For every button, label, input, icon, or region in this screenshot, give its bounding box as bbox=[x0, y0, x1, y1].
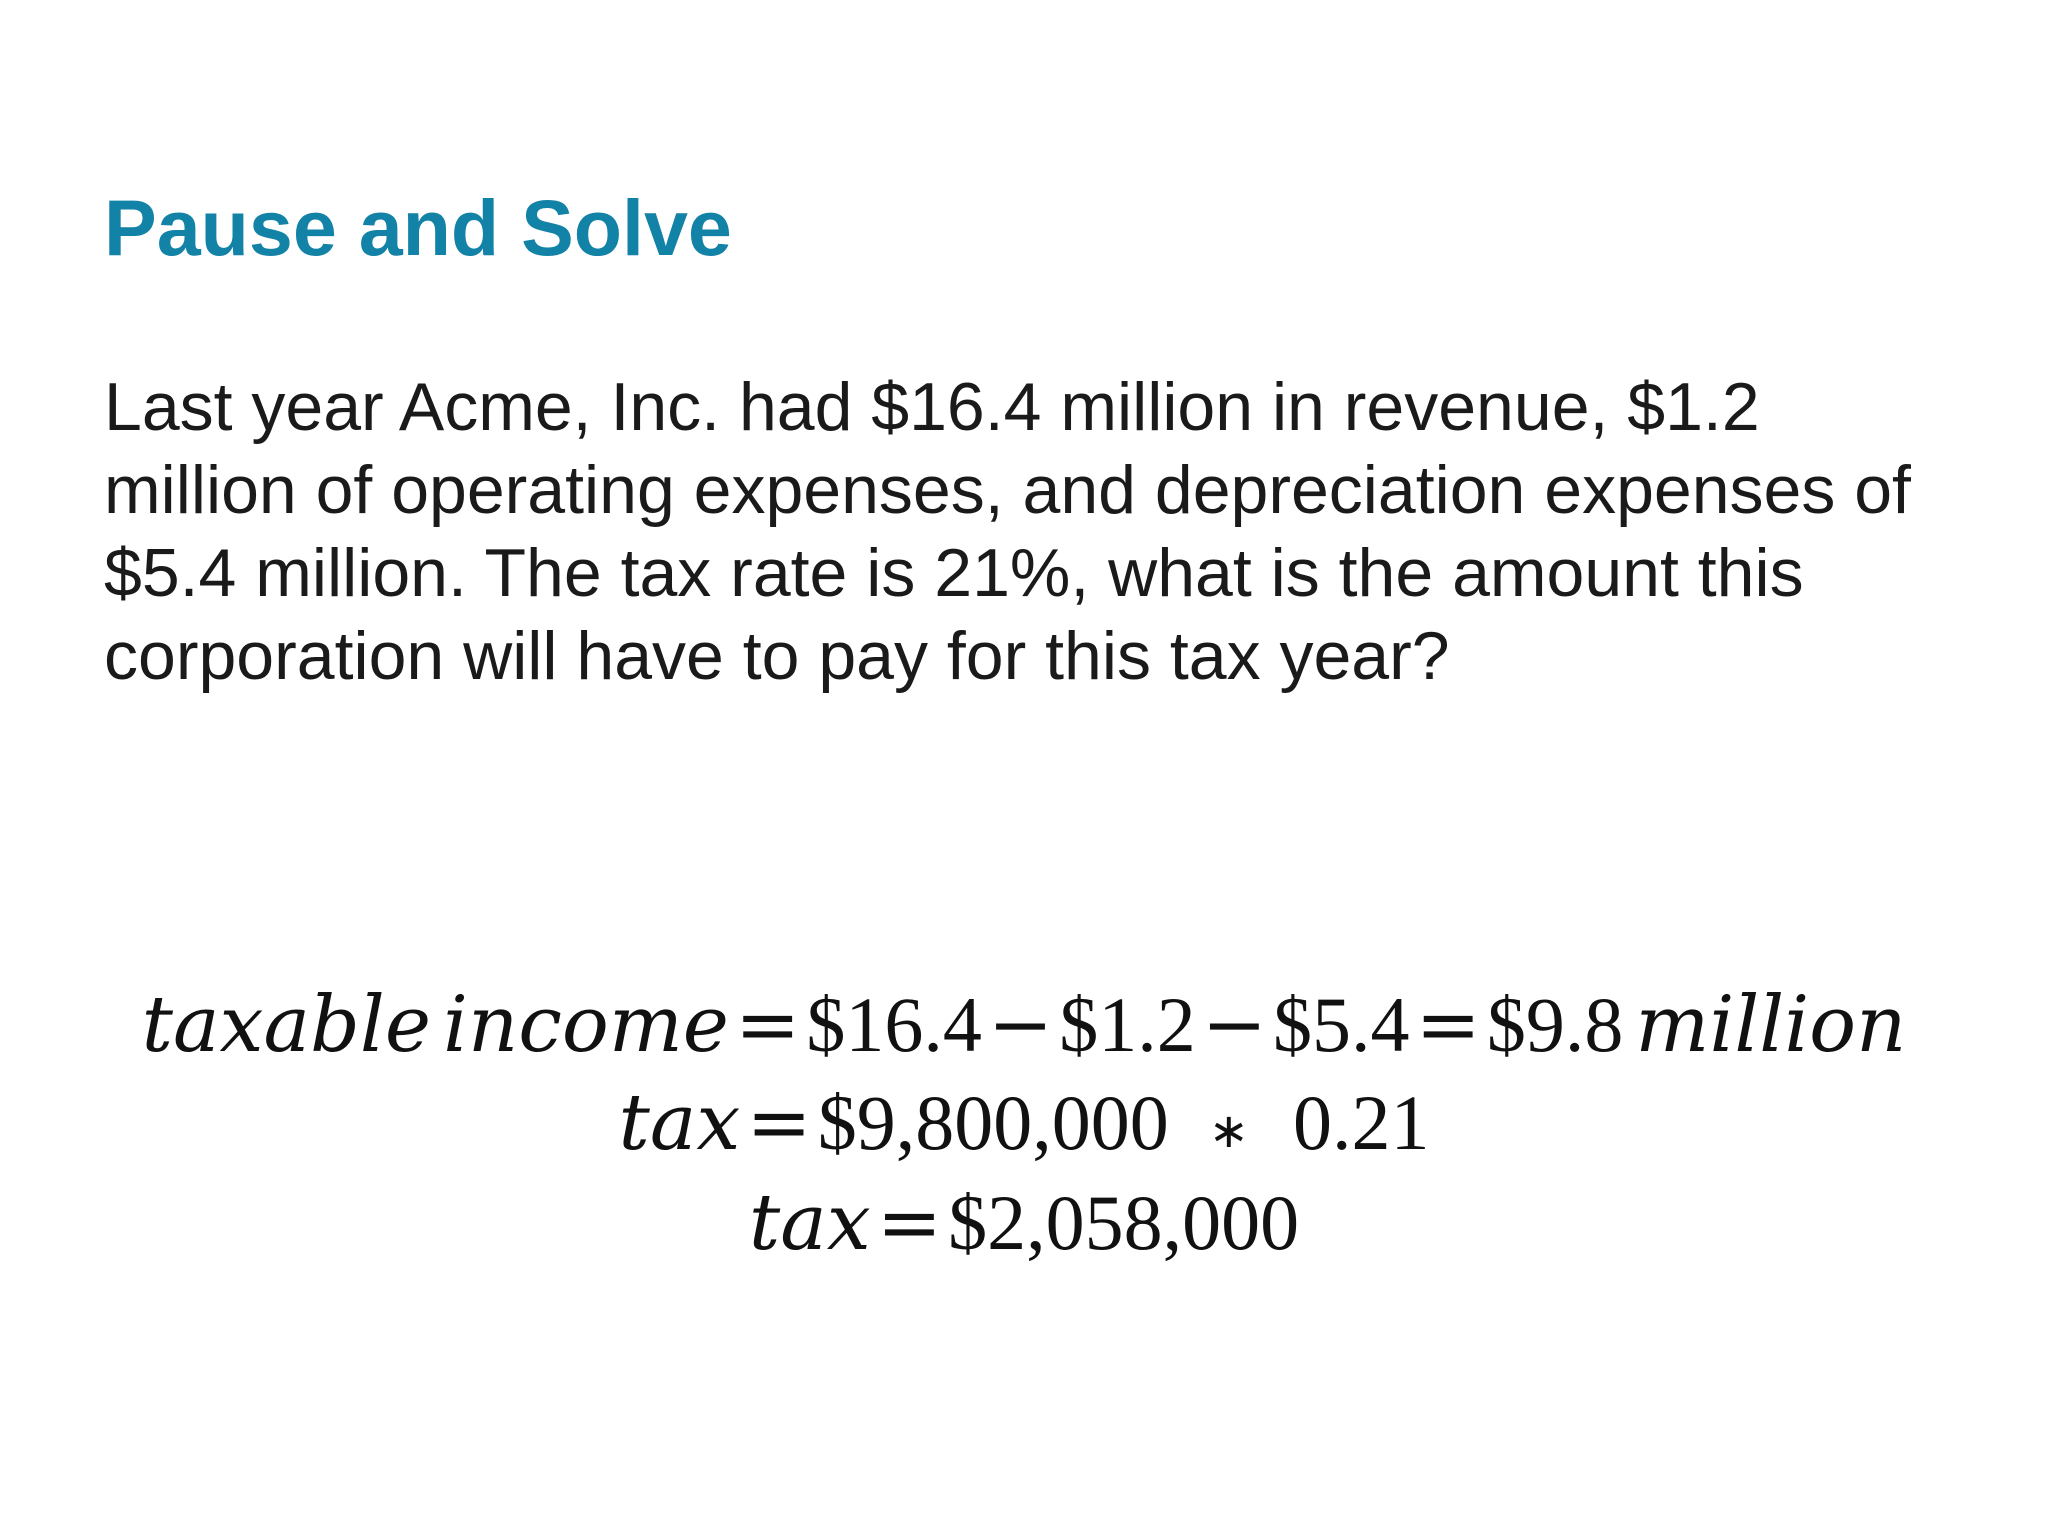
eq1-equals-2: = bbox=[1415, 980, 1481, 1070]
eq1-depreciation: $5.4 bbox=[1273, 981, 1410, 1068]
eq2-multiply: ∗ bbox=[1208, 1103, 1249, 1160]
eq3-var-tax: tax bbox=[748, 1178, 871, 1268]
eq1-var-income: income bbox=[443, 980, 729, 1070]
equation-taxable-income bbox=[0, 980, 2048, 1070]
eq1-var-taxable: taxable bbox=[141, 980, 432, 1070]
eq2-rate: 0.21 bbox=[1292, 1079, 1430, 1166]
eq2-equals: = bbox=[746, 1078, 812, 1168]
equation-tax-result bbox=[0, 1178, 2048, 1268]
eq1-operating-expenses: $1.2 bbox=[1059, 981, 1196, 1068]
eq1-result: $9.8 bbox=[1486, 981, 1624, 1068]
eq1-equals: = bbox=[734, 980, 801, 1070]
eq3-result: $2,058,000 bbox=[948, 1179, 1300, 1266]
eq3-equals: = bbox=[876, 1178, 943, 1268]
eq1-revenue: $16.4 bbox=[806, 981, 982, 1068]
eq2-amount: $9,800,000 bbox=[817, 1079, 1169, 1166]
eq1-unit: million bbox=[1635, 980, 1907, 1070]
equation-tax-calculation bbox=[0, 1078, 2048, 1168]
eq2-var-tax: tax bbox=[618, 1078, 741, 1168]
slide-title: Pause and Solve bbox=[104, 183, 732, 272]
eq1-minus-1: − bbox=[987, 980, 1054, 1070]
eq1-minus-2: − bbox=[1201, 980, 1268, 1070]
question-text: Last year Acme, Inc. had $16.4 million in revenue, $1.2 million of operating expenses, and depreciation expenses of $5.4 million. The tax rate is 21%, what is the amount this corporation will have to pay for this tax year? bbox=[104, 369, 1911, 694]
